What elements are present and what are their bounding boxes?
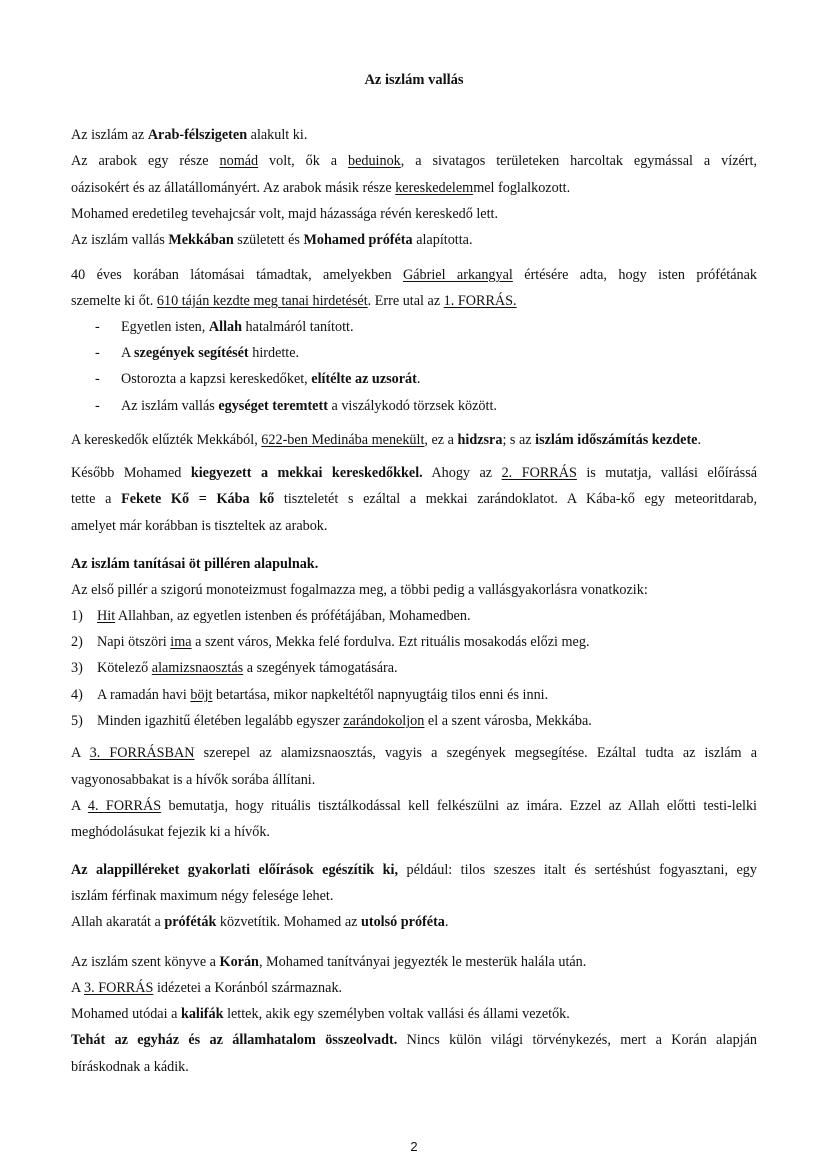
paragraph-visions-line-2: szemelte ki őt. 610 táján kezdte meg tanai hirdetését. Erre utal az 1. FORRÁS.: [71, 293, 517, 309]
list-item: 4) A ramadán havi böjt betartása, mikor napkeltétől napnyugtáig tilos enni és inni.: [71, 687, 549, 703]
paragraph-mohamed-origin: Mohamed eredetileg tevehajcsár volt, majd házassága révén kereskedő lett.: [71, 206, 499, 222]
paragraph-rules-line-2: iszlám férfinak maximum négy felesége lehet.: [71, 888, 334, 904]
paragraph-hijra: A kereskedők elűzték Mekkából, 622-ben Medinába menekült, ez a hidzsra; s az iszlám időszámítás kezdete.: [71, 432, 702, 448]
document-title: Az iszlám vallás: [364, 72, 464, 88]
paragraph-source-3-line-1: A 3. FORRÁSBAN szerepel az alamizsnaosztás, vagyis a szegények megsegítése. Ezáltal tudta az iszlám a: [71, 745, 757, 761]
paragraph-kaaba-line-3: amelyet már korábban is tiszteltek az arabok.: [71, 518, 328, 534]
list-item: - Ostorozta a kapzsi kereskedőket, elítélte az uzsorát.: [95, 371, 421, 387]
paragraph-caliphs: Mohamed utódai a kalifák lettek, akik egy személyben voltak vallási és állami vezetők.: [71, 1006, 570, 1022]
paragraph-kaaba-line-2: tette a Fekete Kő = Kába kő tiszteletét s ezáltal a mekkai zarándoklatot. A Kába-kő egy meteoritdarab,: [71, 491, 757, 507]
paragraph-state-religion-line-1: Tehát az egyház és az államhatalom összeolvadt. Nincs külön világi törvénykezés, mert a Korán alapján: [71, 1032, 757, 1048]
paragraph-state-religion-line-2: bíráskodnak a kádik.: [71, 1059, 189, 1075]
paragraph-founding: Az iszlám vallás Mekkában született és Mohamed próféta alapította.: [71, 232, 473, 248]
paragraph-koran-source: A 3. FORRÁS idézetei a Koránból származnak.: [71, 980, 343, 996]
list-item: - Egyetlen isten, Allah hatalmáról tanított.: [95, 319, 354, 335]
paragraph-source-3-line-2: vagyonosabbakat is a hívők sorába állítani.: [71, 772, 316, 788]
paragraph-kaaba-line-1: Később Mohamed kiegyezett a mekkai kereskedőkkel. Ahogy az 2. FORRÁS is mutatja, vallási előírássá: [71, 465, 758, 481]
paragraph-source-4-line-1: A 4. FORRÁS bemutatja, hogy rituális tisztálkodással kell felkészülni az imára. Ezzel az Allah előtti testi-lelki: [71, 798, 757, 814]
list-item: 3) Kötelező alamizsnaosztás a szegények támogatására.: [71, 660, 398, 676]
list-item: - Az iszlám vallás egységet teremtett a viszálykodó törzsek között.: [95, 398, 497, 414]
section-heading-pillars: Az iszlám tanításai öt pilléren alapulnak.: [71, 556, 319, 572]
list-item: 1) Hit Allahban, az egyetlen istenben és prófétájában, Mohamedben.: [71, 608, 471, 624]
paragraph-origin: Az iszlám az Arab-félszigeten alakult ki.: [71, 127, 308, 143]
paragraph-prophets: Allah akaratát a próféták közvetítik. Mohamed az utolsó próféta.: [71, 914, 449, 930]
paragraph-arabs-line-1: Az arabok egy része nomád volt, ők a beduinok, a sivatagos területeken harcoltak egymással a vízért,: [71, 153, 757, 169]
paragraph-pillars-intro: Az első pillér a szigorú monoteizmust fogalmazza meg, a többi pedig a vallásgyakorlásra vonatkozik:: [71, 582, 648, 598]
paragraph-rules-line-1: Az alappilléreket gyakorlati előírások egészítik ki, például: tilos szeszes italt és sertéshúst fogyasztani, egy: [71, 862, 757, 878]
paragraph-visions-line-1: 40 éves korában látomásai támadtak, amelyekben Gábriel arkangyal értésére adta, hogy isten prófétának: [71, 267, 758, 283]
paragraph-source-4-line-2: meghódolásukat fejezik ki a hívők.: [71, 824, 270, 840]
list-item: 2) Napi ötszöri ima a szent város, Mekka felé fordulva. Ezt rituális mosakodás előzi meg.: [71, 634, 590, 650]
list-item: - A szegények segítését hirdette.: [95, 345, 300, 361]
paragraph-koran: Az iszlám szent könyve a Korán, Mohamed tanítványai jegyezték le mesterük halála után.: [71, 954, 587, 970]
page-number: 2: [410, 1139, 418, 1154]
paragraph-arabs-line-2: oázisokért és az állatállományért. Az arabok másik része kereskedelemmel foglalkozott.: [71, 180, 571, 196]
list-item: 5) Minden igazhitű életében legalább egyszer zarándokoljon el a szent városba, Mekkába.: [71, 713, 592, 729]
